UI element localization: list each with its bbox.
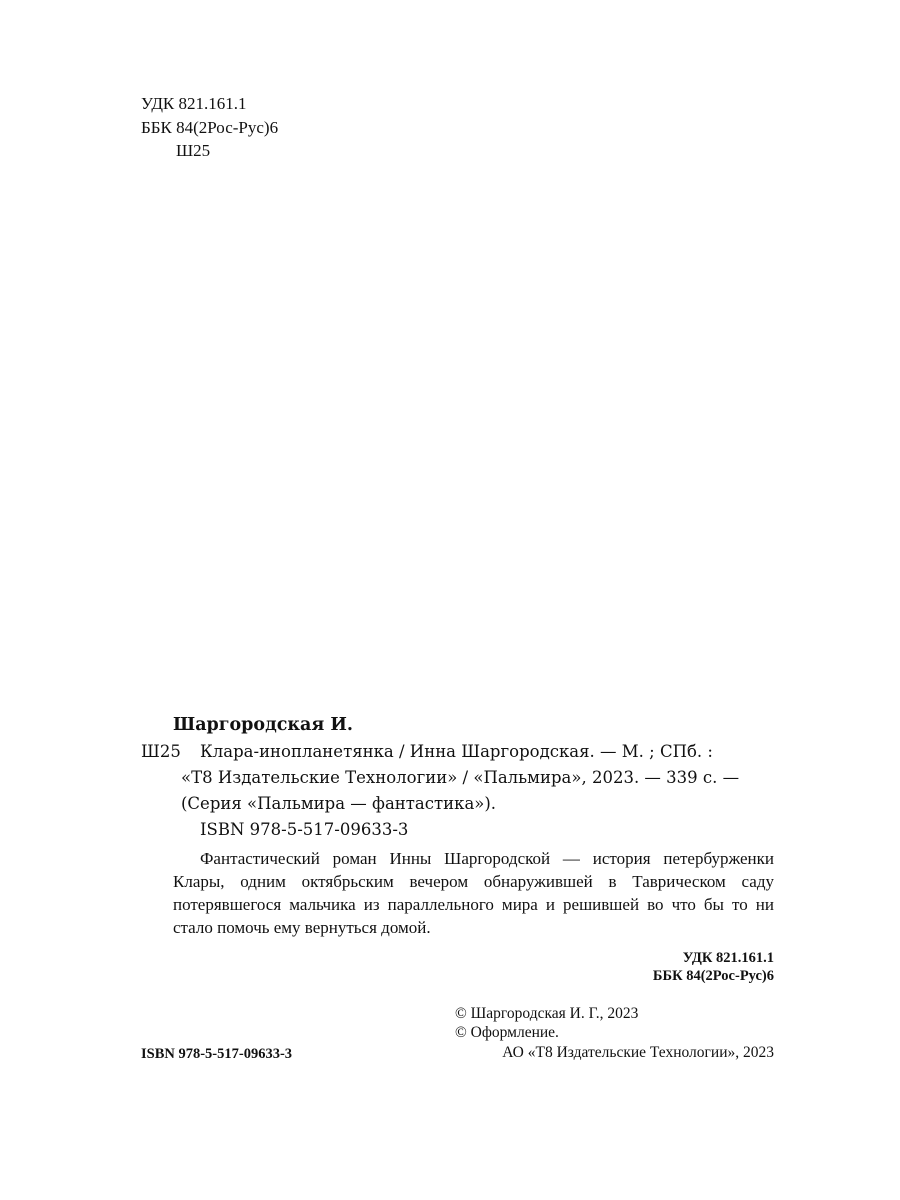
- copyright-author: © Шаргородская И. Г., 2023: [455, 1005, 639, 1022]
- udk-right: УДК 821.161.1: [682, 950, 774, 966]
- catalog-line-1: Клара-инопланетянка / Инна Шаргородская. — М. ; СПб. :: [200, 742, 713, 761]
- catalog-author: Шаргородская И.: [173, 715, 354, 735]
- bbk-right: ББК 84(2Рос-Рус)6: [652, 968, 774, 984]
- udk-top: УДК 821.161.1: [141, 94, 247, 113]
- isbn-bottom: ISBN 978-5-517-09633-3: [141, 1046, 293, 1062]
- copyright-design: © Оформление.: [455, 1024, 559, 1041]
- catalog-line-2: «Т8 Издательские Технологии» / «Пальмира», 2023. — 339 с. —: [181, 768, 740, 787]
- annotation-paragraph: Фантастический роман Инны Шаргородской — история петербурженки Клары, одним октябрьским вечером обнаружившей в Таврическом саду потерявшегося мальчика из параллельного мира и решившей во что бы то ни стало помочь ему вернуться домой.: [173, 849, 774, 937]
- author-mark-top: Ш25: [176, 141, 211, 160]
- catalog-isbn: ISBN 978-5-517-09633-3: [200, 820, 409, 839]
- catalog-line-3: (Серия «Пальмира — фантастика»).: [181, 794, 497, 813]
- bbk-top: ББК 84(2Рос-Рус)6: [141, 118, 279, 137]
- catalog-mark: Ш25: [141, 742, 181, 761]
- copyright-publisher: АО «Т8 Издательские Технологии», 2023: [502, 1044, 774, 1061]
